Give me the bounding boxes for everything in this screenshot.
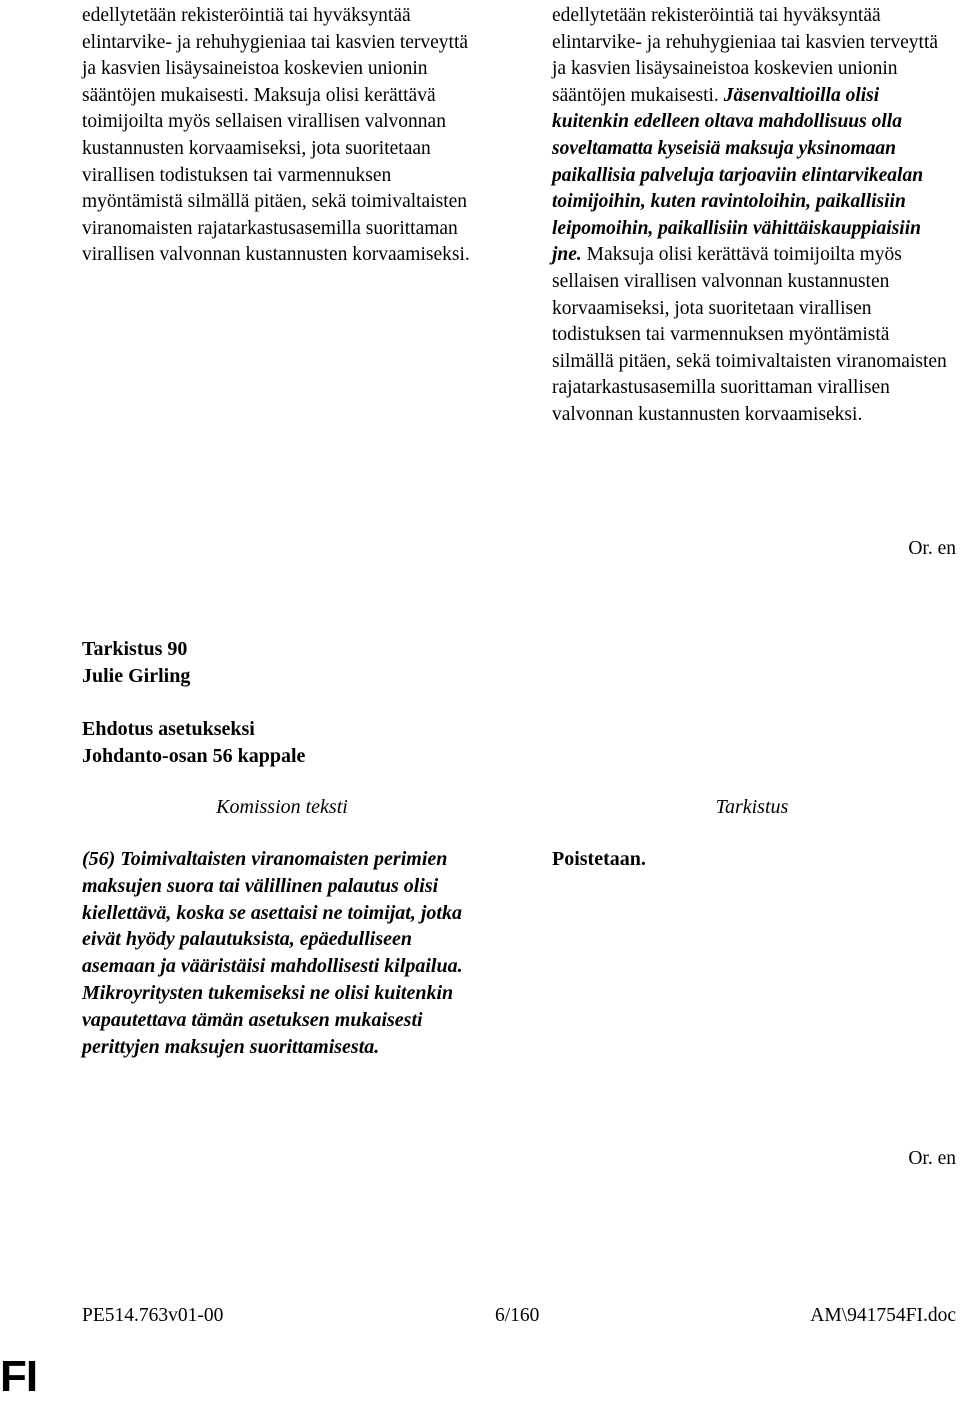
- proposal-title: Ehdotus asetukseksi: [82, 718, 255, 740]
- left-paragraph: edellytetään rekisteröintiä tai hyväksyntää elintarvike- ja rehuhygieniaa tai kasvien terveyttä ja kasvien lisäysaineistoa koskevien unionin sääntöjen mukaisesti. Maksuja olisi kerättävä toimijoilta myös sellaisen virallisen valvonnan kustannusten korvaamiseksi, jota suoritetaan virallisen todistuksen tai varmennuksen myöntämistä silmällä pitäen, sekä toimivaltaisten viranomaisten rajatarkastusasemilla suorittaman virallisen valvonnan kustannusten korvaamiseksi.: [82, 5, 470, 266]
- original-language-note: Or. en: [908, 538, 956, 559]
- language-code: FI: [0, 1352, 38, 1401]
- commission-text-header: Komission teksti: [216, 796, 348, 818]
- amendment-label: Tarkistus: [82, 638, 163, 660]
- amendment-number: 90: [167, 638, 188, 660]
- recital-reference: Johdanto-osan 56 kappale: [82, 745, 306, 767]
- amendment-column-header: Tarkistus: [715, 796, 789, 818]
- footer-reference: PE514.763v01-00: [82, 1305, 224, 1326]
- proposal-heading: [82, 716, 305, 770]
- amendment-text-body: Poistetaan.: [552, 848, 646, 870]
- continuation-left-column: [82, 3, 482, 269]
- commission-text-body: (56) Toimivaltaisten viranomaisten perimien maksujen suora tai välillinen palautus olisi kiellettävä, koska se asettaisi ne toimijat, jotka eivät hyödy palautuksista, epäedulliseen asemaan ja vääristäisi mahdollisesti kilpailua. Mikroyritysten tukemiseksi ne olisi kuitenkin vapautettava tämän asetuksen mukaisesti perittyjen maksujen suorittamisesta.: [82, 848, 463, 1058]
- footer-document-name: AM\941754FI.doc: [810, 1305, 956, 1326]
- right-inserted-text: Jäsenvaltioilla olisi kuitenkin edelleen oltava mahdollisuus olla soveltamatta kyseisiä maksuja yksinomaan paikallisia palveluja tarjoaviin elintarvikealan toimijoihin, kuten ravintoloihin, paikallisiin leipomoihin, paikallisiin vähittäiskauppiaisiin jne.: [552, 84, 924, 266]
- original-language-note-2: Or. en: [908, 1148, 956, 1169]
- right-intro-text: edellytetään rekisteröintiä tai hyväksyntää elintarvike- ja rehuhygieniaa tai kasvien terveyttä ja kasvien lisäysaineistoa koskevien unionin sääntöjen mukaisesti.: [552, 5, 939, 106]
- amendment-heading: [82, 636, 190, 690]
- right-rest-text: Maksuja olisi kerättävä toimijoilta myös sellaisen virallisen valvonnan kustannusten korvaamiseksi, jota suoritetaan virallisen todistuksen tai varmennuksen myöntämistä silmällä pitäen, sekä toimivaltaisten viranomaisten rajatarkastusasemilla suorittaman virallisen valvonnan kustannusten korvaamiseksi.: [552, 244, 947, 425]
- footer-page-number: 6/160: [495, 1305, 540, 1326]
- amendment-author: Julie Girling: [82, 665, 191, 687]
- right-paragraph: [552, 3, 952, 429]
- continuation-right-column: [552, 3, 952, 429]
- amendment-number-line: [82, 636, 190, 663]
